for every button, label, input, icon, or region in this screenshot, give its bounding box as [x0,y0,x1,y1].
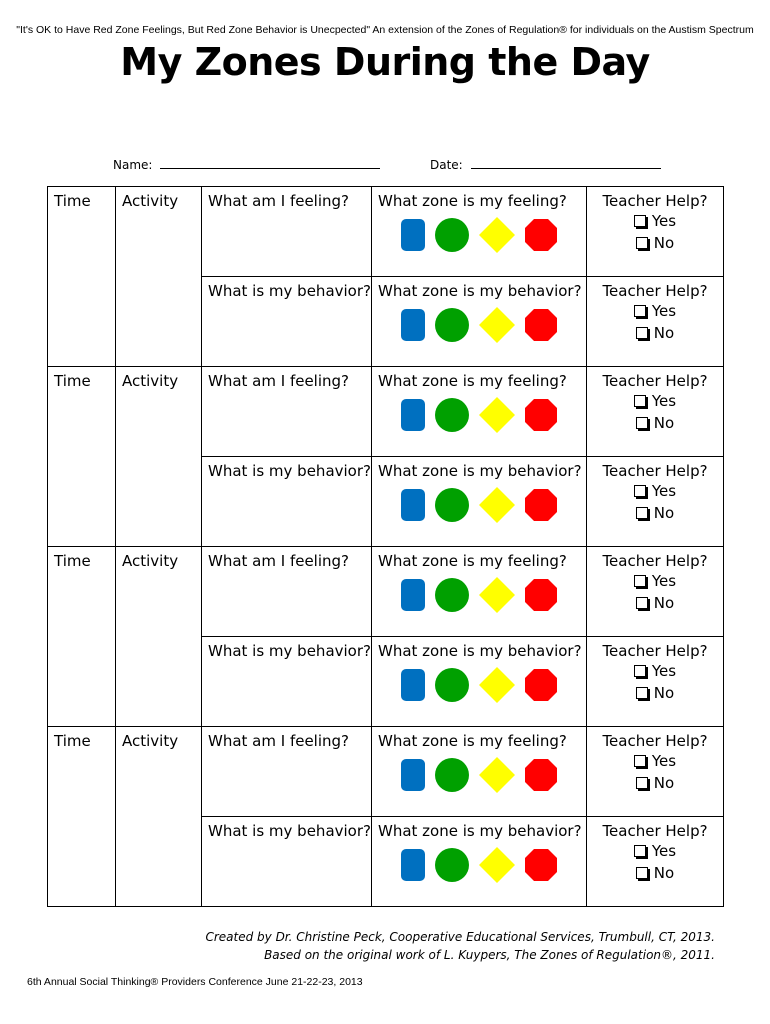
green-zone-icon[interactable] [434,487,470,523]
credit-line-1: Created by Dr. Christine Peck, Cooperative Educational Services, Trumbull, CT, 2013. [205,930,715,944]
question-label: What am I feeling? [208,552,350,570]
checkbox-icon[interactable] [634,665,646,677]
no-option[interactable] [593,592,717,614]
blue-zone-icon[interactable] [400,578,426,612]
yes-option[interactable] [593,570,717,592]
teacher-help-label: Teacher Help? [602,642,708,660]
date-input-line[interactable] [471,156,661,169]
checkbox-icon[interactable] [634,215,646,227]
green-zone-icon[interactable] [434,757,470,793]
no-option[interactable] [593,862,717,884]
no-label: No [653,324,675,342]
question-label: What is my behavior? [208,282,371,300]
time-cell[interactable] [48,727,116,907]
zone-question-label: What zone is my behavior? [378,822,582,840]
activity-label: Activity [122,192,179,210]
zone-question-label: What zone is my feeling? [378,732,567,750]
checkbox-icon[interactable] [634,845,646,857]
header-subtitle: "It's OK to Have Red Zone Feelings, But Red Zone Behavior is Unecpected" An extension of the Zones of Regulation® for individuals on the Austism Spectrum [16,24,754,36]
green-zone-icon[interactable] [434,217,470,253]
zones-table [47,186,724,907]
blue-zone-icon[interactable] [400,218,426,252]
question-label: What is my behavior? [208,642,371,660]
zones-row [48,187,724,277]
teacher-help-cell [587,367,724,457]
teacher-help-label: Teacher Help? [602,192,708,210]
green-zone-icon[interactable] [434,847,470,883]
zones-row [48,547,724,637]
name-label: Name: [113,158,153,172]
blue-zone-icon[interactable] [400,308,426,342]
red-zone-icon[interactable] [524,218,558,252]
date-field [430,156,661,172]
zone-question-label: What zone is my feeling? [378,192,567,210]
no-label: No [653,234,675,252]
no-option[interactable] [593,772,717,794]
zone-cell [372,547,587,637]
zone-cell [372,727,587,817]
checkbox-icon[interactable] [636,237,648,249]
yellow-zone-icon[interactable] [478,396,516,434]
blue-zone-icon[interactable] [400,398,426,432]
yellow-zone-icon[interactable] [478,756,516,794]
no-label: No [653,594,675,612]
zone-question-label: What zone is my behavior? [378,642,582,660]
activity-label: Activity [122,732,179,750]
zones-row [48,727,724,817]
red-zone-icon[interactable] [524,398,558,432]
question-label: What is my behavior? [208,822,371,840]
activity-label: Activity [122,372,179,390]
question-cell[interactable] [202,187,372,277]
yellow-zone-icon[interactable] [478,846,516,884]
yes-option[interactable] [593,390,717,412]
yes-option[interactable] [593,480,717,502]
activity-cell[interactable] [116,727,202,907]
yes-option[interactable] [593,660,717,682]
zone-icons [378,216,580,254]
teacher-help-cell [587,187,724,277]
question-label: What is my behavior? [208,462,371,480]
teacher-help-label: Teacher Help? [602,822,708,840]
question-cell[interactable] [202,637,372,727]
yes-label: Yes [651,392,677,410]
time-cell[interactable] [48,187,116,367]
teacher-help-cell [587,817,724,907]
yes-option[interactable] [593,840,717,862]
zone-question-label: What zone is my behavior? [378,462,582,480]
yes-label: Yes [651,662,677,680]
zone-cell [372,187,587,277]
no-label: No [653,504,675,522]
zone-icons [378,486,580,524]
checkbox-icon[interactable] [634,305,646,317]
teacher-help-cell [587,637,724,727]
time-label: Time [54,192,91,210]
zones-row [48,367,724,457]
teacher-help-label: Teacher Help? [602,462,708,480]
no-option[interactable] [593,232,717,254]
credit-line-2: Based on the original work of L. Kuypers, The Zones of Regulation®, 2011. [264,948,715,962]
zone-cell [372,457,587,547]
checkbox-icon[interactable] [634,575,646,587]
no-option[interactable] [593,322,717,344]
activity-cell[interactable] [116,367,202,547]
yes-label: Yes [651,572,677,590]
activity-label: Activity [122,552,179,570]
yellow-zone-icon[interactable] [478,216,516,254]
checkbox-icon[interactable] [636,327,648,339]
no-label: No [653,864,675,882]
page-title: My Zones During the Day [120,40,650,84]
blue-zone-icon[interactable] [400,758,426,792]
checkbox-icon[interactable] [634,755,646,767]
time-cell[interactable] [48,367,116,547]
yes-label: Yes [651,842,677,860]
blue-zone-icon[interactable] [400,668,426,702]
name-field [113,156,380,172]
zone-icons [378,666,580,704]
credit-block [205,928,715,964]
yes-label: Yes [651,302,677,320]
question-cell[interactable] [202,367,372,457]
zone-cell [372,277,587,367]
zone-icons [378,576,580,614]
checkbox-icon[interactable] [636,867,648,879]
yellow-zone-icon[interactable] [478,486,516,524]
activity-cell[interactable] [116,547,202,727]
time-cell[interactable] [48,547,116,727]
teacher-help-cell [587,727,724,817]
red-zone-icon[interactable] [524,848,558,882]
red-zone-icon[interactable] [524,578,558,612]
question-cell[interactable] [202,727,372,817]
question-cell[interactable] [202,277,372,367]
yes-option[interactable] [593,210,717,232]
red-zone-icon[interactable] [524,308,558,342]
zone-icons [378,756,580,794]
yes-label: Yes [651,482,677,500]
conference-line: 6th Annual Social Thinking® Providers Conference June 21-22-23, 2013 [27,976,363,988]
no-label: No [653,684,675,702]
green-zone-icon[interactable] [434,397,470,433]
time-label: Time [54,732,91,750]
zone-question-label: What zone is my feeling? [378,372,567,390]
no-option[interactable] [593,682,717,704]
question-cell[interactable] [202,457,372,547]
question-label: What am I feeling? [208,192,350,210]
yes-label: Yes [651,752,677,770]
green-zone-icon[interactable] [434,307,470,343]
zone-question-label: What zone is my behavior? [378,282,582,300]
zone-cell [372,817,587,907]
zone-icons [378,846,580,884]
checkbox-icon[interactable] [636,597,648,609]
question-cell[interactable] [202,547,372,637]
yellow-zone-icon[interactable] [478,666,516,704]
checkbox-icon[interactable] [636,417,648,429]
red-zone-icon[interactable] [524,488,558,522]
time-label: Time [54,372,91,390]
zone-cell [372,367,587,457]
question-label: What am I feeling? [208,372,350,390]
time-label: Time [54,552,91,570]
no-option[interactable] [593,502,717,524]
red-zone-icon[interactable] [524,668,558,702]
teacher-help-cell [587,277,724,367]
blue-zone-icon[interactable] [400,848,426,882]
date-label: Date: [430,158,463,172]
yes-option[interactable] [593,300,717,322]
activity-cell[interactable] [116,187,202,367]
zone-question-label: What zone is my feeling? [378,552,567,570]
checkbox-icon[interactable] [634,395,646,407]
question-cell[interactable] [202,817,372,907]
teacher-help-cell [587,547,724,637]
teacher-help-label: Teacher Help? [602,282,708,300]
checkbox-icon[interactable] [636,777,648,789]
green-zone-icon[interactable] [434,667,470,703]
zone-cell [372,637,587,727]
red-zone-icon[interactable] [524,758,558,792]
teacher-help-label: Teacher Help? [602,372,708,390]
teacher-help-label: Teacher Help? [602,732,708,750]
teacher-help-cell [587,457,724,547]
checkbox-icon[interactable] [634,485,646,497]
green-zone-icon[interactable] [434,577,470,613]
yellow-zone-icon[interactable] [478,576,516,614]
zone-icons [378,306,580,344]
no-option[interactable] [593,412,717,434]
no-label: No [653,414,675,432]
blue-zone-icon[interactable] [400,488,426,522]
yes-label: Yes [651,212,677,230]
teacher-help-label: Teacher Help? [602,552,708,570]
yes-option[interactable] [593,750,717,772]
checkbox-icon[interactable] [636,687,648,699]
yellow-zone-icon[interactable] [478,306,516,344]
zone-icons [378,396,580,434]
name-input-line[interactable] [160,156,380,169]
no-label: No [653,774,675,792]
question-label: What am I feeling? [208,732,350,750]
checkbox-icon[interactable] [636,507,648,519]
